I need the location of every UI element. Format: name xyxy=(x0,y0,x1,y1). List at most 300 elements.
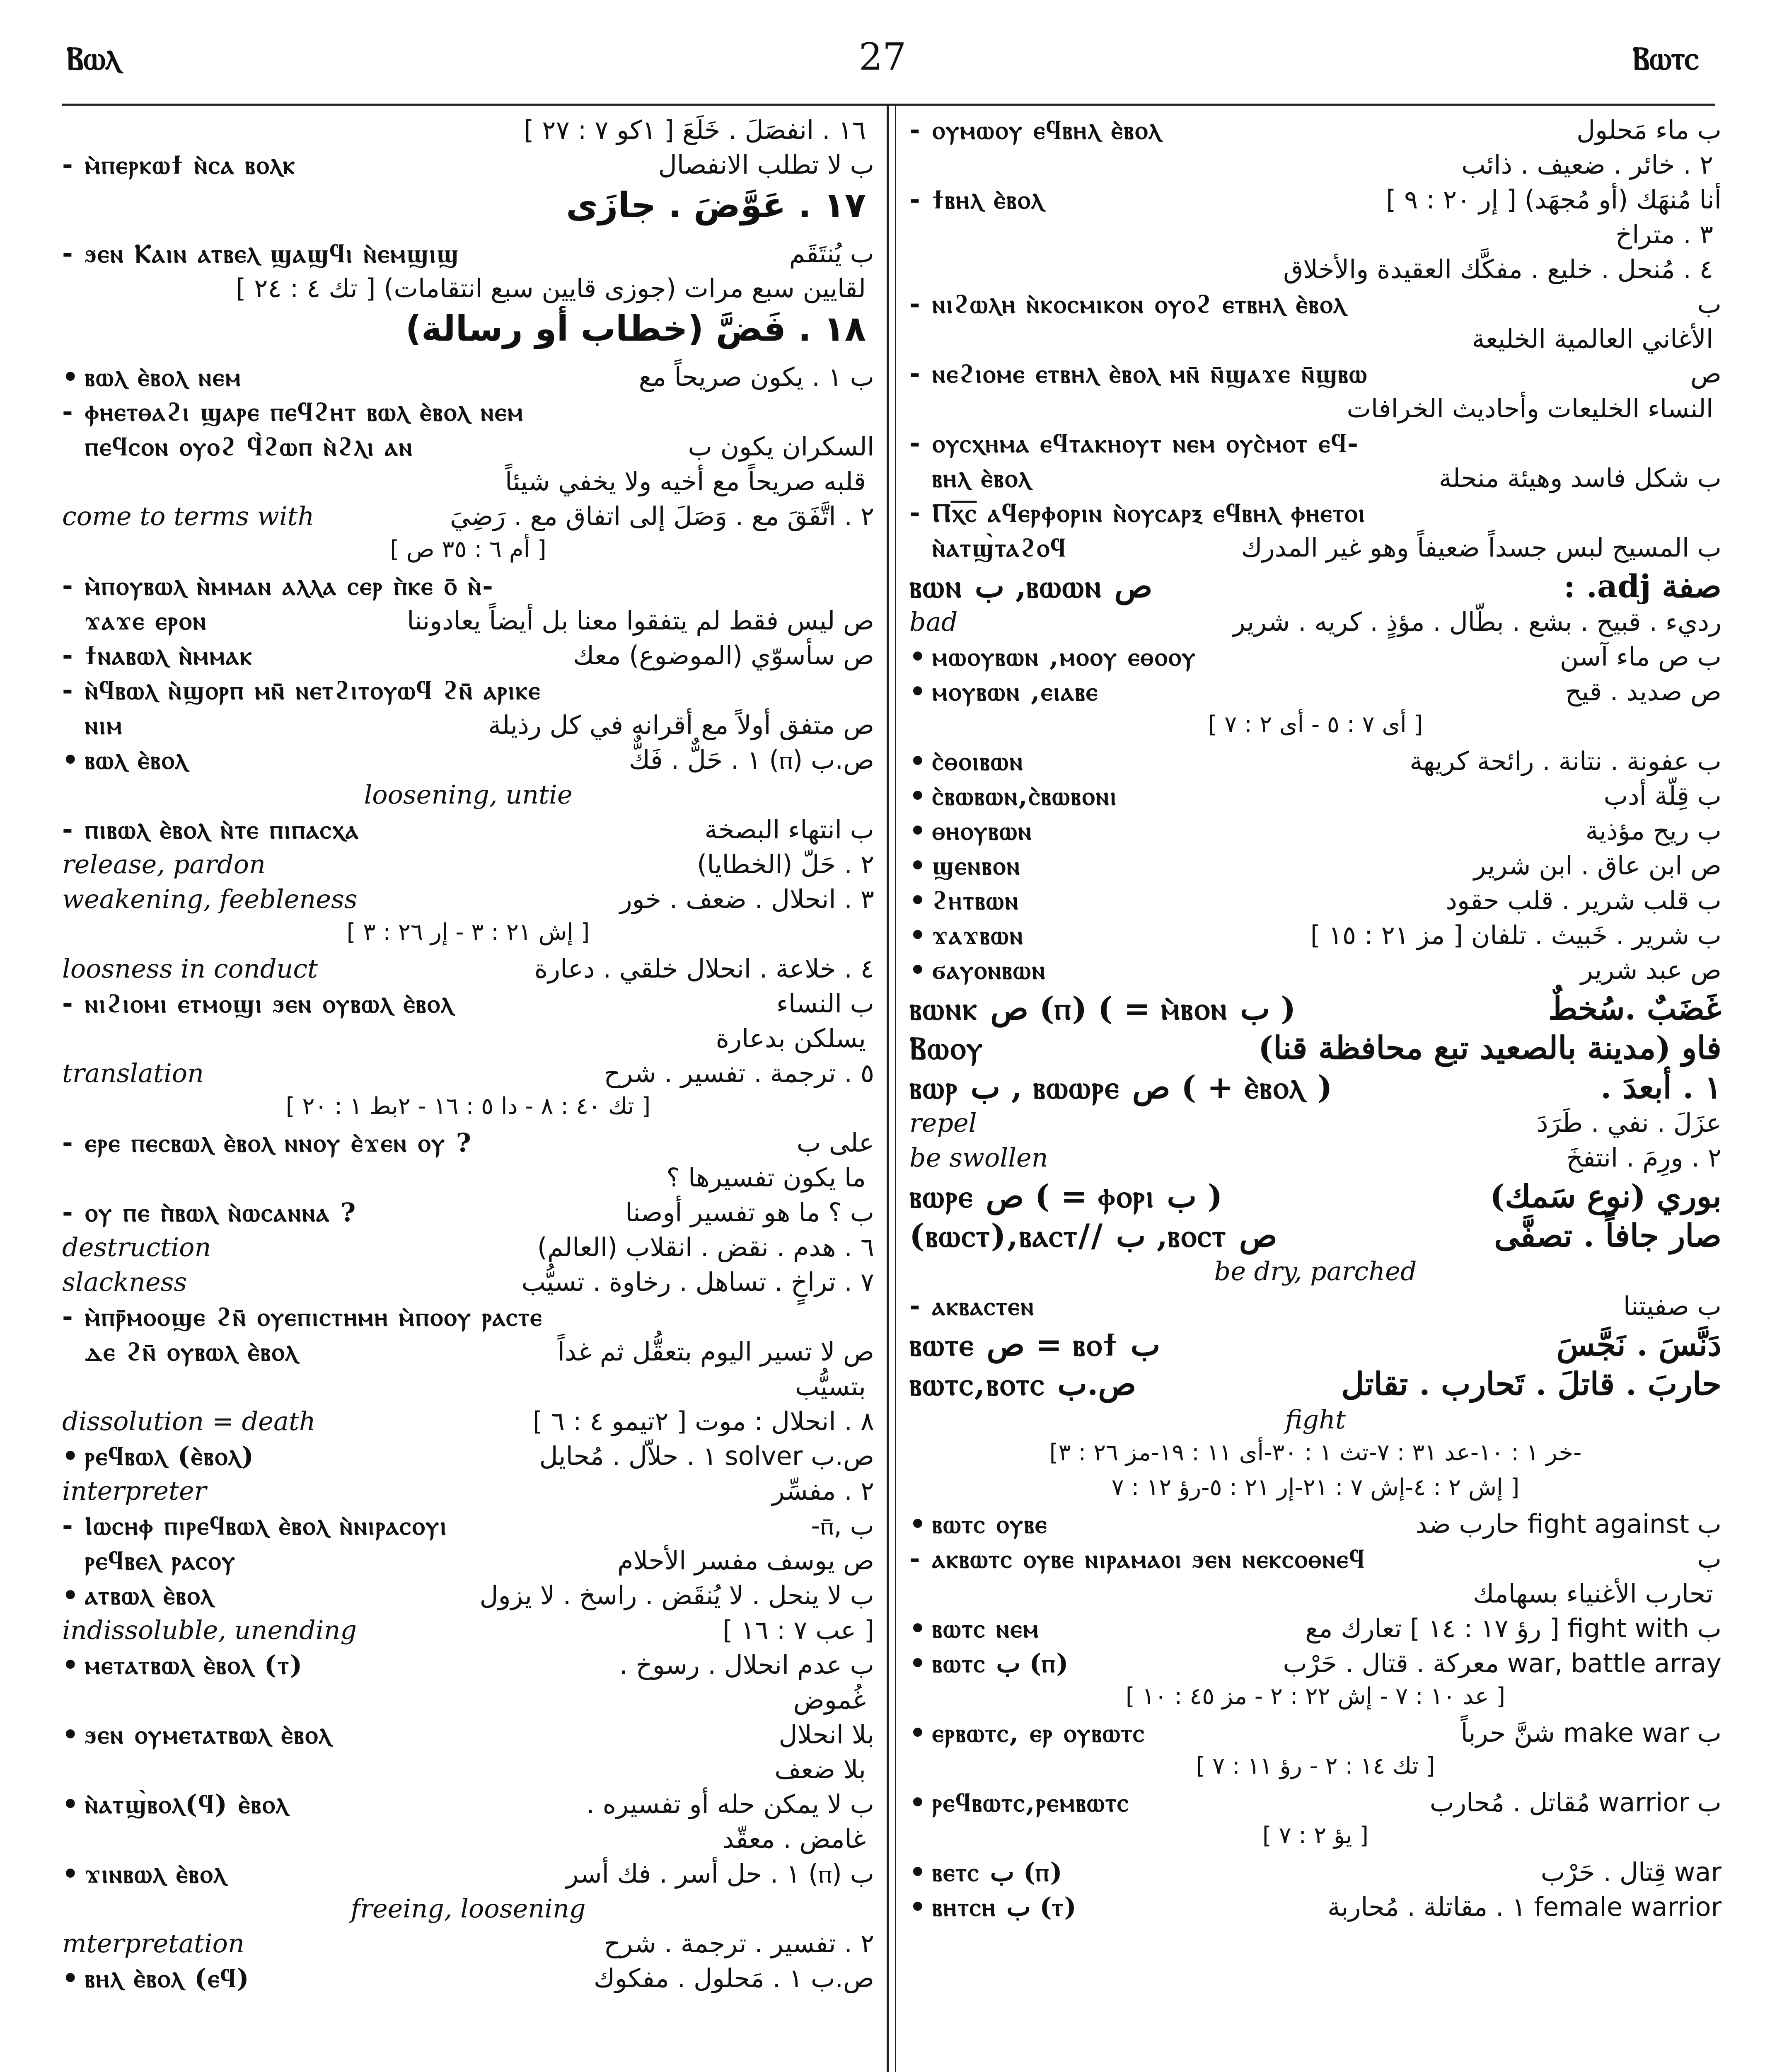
page-number: 27 xyxy=(858,35,907,79)
arabic-gloss: ٢ . مفسِّر xyxy=(772,1476,874,1506)
arabic-gloss: على ب xyxy=(796,1128,874,1158)
headword-entry xyxy=(909,1028,1721,1067)
entry-bullet: • xyxy=(909,920,926,950)
coptic-phrase xyxy=(909,1508,1048,1540)
entry-bullet: • xyxy=(909,816,926,846)
dictionary-entry xyxy=(909,1543,1721,1578)
dictionary-entry xyxy=(62,813,874,848)
coptic-text: ⲑⲏⲟⲩⲃⲱⲛ xyxy=(932,816,1032,846)
arabic-gloss: ب xyxy=(1697,289,1721,319)
coptic-text: Ⲡⲭ̅ⲥ̅ ⲁϥⲉⲣⲫⲟⲣⲓⲛ ⲛ̀ⲟⲩⲥⲁⲣⲝ ⲉϥⲃⲏⲗ ⲫⲏⲉⲧⲟⲓ xyxy=(932,498,1366,528)
english-gloss: be dry, parched xyxy=(1214,1256,1417,1286)
arabic-line: الأغاني العالمية الخليعة xyxy=(1472,324,1713,354)
arabic-gloss: عزَلَ . نفي . طَرَدَ xyxy=(1537,1108,1721,1138)
arabic-gloss: ب fight with [ رؤ ١٧ : ١٤ ] تعارك مع xyxy=(1305,1613,1721,1644)
coptic-phrase xyxy=(909,780,1117,812)
english-gloss: loosness in conduct xyxy=(62,954,318,984)
coptic-phrase xyxy=(909,641,1197,673)
arabic-gloss: ص xyxy=(1690,358,1721,389)
coptic-text: ϧⲉⲛ ⲟⲩⲙⲉⲧⲁⲧⲃⲱⲗ ⲉ̀ⲃⲟⲗ xyxy=(85,1719,332,1750)
arabic-gloss: ب عفونة . نتانة . رائحة كريهة xyxy=(1410,746,1721,776)
scripture-reference: [ إش ٢١ : ٣ - إر ٢٦ : ٣ ] xyxy=(346,919,590,946)
dictionary-entry xyxy=(909,919,1721,954)
arabic-line: قلبه صريحاً مع أخيه ولا يخفي شيئاً xyxy=(505,466,866,496)
coptic-text: Ⲓⲱⲥⲏⲫ ⲡⲓⲣⲉϥⲃⲱⲗ ⲉ̀ⲃⲟⲗ ⲛ̀ⲛⲓⲣⲁⲥⲟⲩⲓ xyxy=(85,1510,447,1541)
sense-heading: ١٨ . فَضَّ (خطاب أو رسالة) xyxy=(405,308,866,349)
arabic-line: ٢ . خائر . ضعيف . ذائب xyxy=(1461,150,1713,180)
headword-entry xyxy=(909,1067,1721,1107)
entry-bullet: - xyxy=(909,1544,920,1574)
dictionary-entry xyxy=(909,184,1721,218)
arabic-gloss: ٦ . هدم . نقض . انقلاب (العالم) xyxy=(537,1232,874,1262)
scripture-reference: [ أم ٦ : ٣٥ ص ] xyxy=(390,536,546,563)
dictionary-entry xyxy=(62,639,874,674)
arabic-gloss: ٤ . خلاعة . انحلال خلقي . دعارة xyxy=(534,954,874,984)
arabic-gloss: ص.ب solver ١ . حلاّل . مُحايل xyxy=(539,1441,874,1471)
entry-bullet: - xyxy=(62,150,73,180)
coptic-phrase xyxy=(62,570,494,602)
header-rule xyxy=(62,104,1715,106)
entry-bullet: - xyxy=(62,1197,73,1227)
arabic-gloss: ب ؟ ما هو تفسير أوصنا xyxy=(625,1197,874,1227)
coptic-text: ϧⲉⲛ Ⲕⲁⲓⲛ ⲁⲧⲃⲉⲗ ϣⲁϣϥⲓ ⲛ̀ⲉⲙϣⲓϣ xyxy=(85,238,459,269)
column-divider-inner xyxy=(895,104,896,2072)
coptic-phrase xyxy=(62,988,454,1020)
coptic-phrase xyxy=(62,605,207,637)
headword-entry xyxy=(909,1216,1721,1255)
english-gloss: release, pardon xyxy=(62,849,266,879)
coptic-text: ⲟⲩⲙⲱⲟⲩ ⲉϥⲃⲏⲗ ⲉ̀ⲃⲟⲗ xyxy=(932,115,1162,145)
column-divider xyxy=(887,104,889,2072)
coptic-phrase xyxy=(909,288,1347,320)
dictionary-entry xyxy=(909,497,1721,532)
arabic-gloss: فاو (مدينة بالصعيد تبع محافظة قنا) xyxy=(1258,1029,1721,1066)
arabic-gloss: السكران يكون ب xyxy=(688,431,874,462)
arabic-gloss: ٣ . انحلال . ضعف . خور xyxy=(619,884,874,914)
dictionary-entry xyxy=(62,237,874,272)
coptic-text: ⲙ̀ⲡⲟⲩⲃⲱⲗ ⲛ̀ⲙⲙⲁⲛ ⲁⲗⲗⲁ ⲥⲉⲣ ⲡ̀ⲕⲉ ⲟ̄ ⲛ̀- xyxy=(85,571,494,601)
coptic-text: ϫⲓⲛⲃⲱⲗ ⲉ̀ⲃⲟⲗ xyxy=(85,1859,227,1889)
coptic-phrase xyxy=(909,184,1044,216)
coptic-text: ⲛⲓⲙ xyxy=(85,710,123,740)
arabic-gloss: ب ,ⲡ̄- xyxy=(811,1510,874,1541)
arabic-gloss: أنا مُنهَك (أو مُجهَد) [ إر ٢٠ : ٩ ] xyxy=(1386,184,1721,215)
english-gloss: mterpretation xyxy=(62,1928,244,1958)
coptic-text: ⲛ̀ⲁⲧϣ̀ⲃⲟⲗ(ϥ) ⲉ̀ⲃⲟⲗ xyxy=(85,1789,289,1819)
english-gloss: indissoluble, unending xyxy=(62,1615,357,1645)
coptic-phrase xyxy=(62,1301,543,1333)
dictionary-entry xyxy=(62,1962,874,1997)
dictionary-entry xyxy=(62,431,874,465)
dictionary-entry xyxy=(909,1290,1721,1325)
coptic-text: ϯⲃⲏⲗ ⲉ̀ⲃⲟⲗ xyxy=(932,184,1044,215)
arabic-gloss: ب انتهاء البصخة xyxy=(704,814,874,845)
coptic-phrase xyxy=(62,1962,250,1995)
arabic-gloss: ب ماء مَحلول xyxy=(1576,115,1721,145)
coptic-phrase xyxy=(62,1196,357,1229)
arabic-line: ٤ . مُنحل . خليع . مفكَّك العقيدة والأخلاق xyxy=(1283,254,1713,284)
coptic-text: ⲛⲓϩⲓⲟⲙⲓ ⲉⲧⲙⲟϣⲓ ϧⲉⲛ ⲟⲩⲃⲱⲗ ⲉ̀ⲃⲟⲗ xyxy=(85,988,454,1019)
coptic-phrase xyxy=(62,1510,447,1542)
arabic-line: غامض . معقّد xyxy=(722,1824,866,1854)
coptic-phrase xyxy=(909,850,1021,882)
headword-entry xyxy=(909,1325,1721,1364)
running-head-right: Ⲃⲱⲧⲥ xyxy=(1632,39,1699,77)
entry-bullet: • xyxy=(62,1580,79,1610)
entry-bullet: - xyxy=(909,358,920,389)
coptic-phrase xyxy=(909,1612,1040,1645)
dictionary-entry xyxy=(62,1649,874,1684)
dictionary-entry xyxy=(62,1788,874,1823)
coptic-text: ⲁⲧⲃⲱⲗ ⲉ̀ⲃⲟⲗ xyxy=(85,1580,214,1610)
entry-bullet: - xyxy=(62,1302,73,1332)
arabic-gloss: ص عبد شرير xyxy=(1580,955,1721,985)
entry-bullet: • xyxy=(909,1892,926,1922)
entry-bullet: • xyxy=(62,1719,79,1750)
coptic-text: ⲙⲟⲩⲃⲱⲛ ,ⲉⲓⲁⲃⲉ xyxy=(932,676,1099,707)
entry-bullet: • xyxy=(909,1857,926,1887)
arabic-gloss: صفة adj. : xyxy=(1563,568,1721,605)
arabic-line: بتسيُّب xyxy=(795,1371,866,1402)
arabic-gloss: ب لا ينحل . لا يُنقَض . راسخ . لا يزول xyxy=(479,1580,874,1610)
dictionary-entry xyxy=(62,709,874,744)
dictionary-entry xyxy=(909,641,1721,675)
coptic-headword: ⲃⲱⲛ ب ,ⲃⲱⲱⲛ ص xyxy=(909,568,1153,605)
arabic-gloss: war, battle array معركة . قتال . حَرْب xyxy=(1283,1648,1721,1678)
arabic-line: يسلكن بدعارة xyxy=(716,1023,866,1053)
entry-bullet: - xyxy=(62,571,73,601)
coptic-phrase xyxy=(62,1719,332,1751)
entry-bullet: - xyxy=(909,498,920,528)
dictionary-entry xyxy=(909,1647,1721,1682)
coptic-phrase xyxy=(62,1788,289,1820)
dictionary-entry xyxy=(909,358,1721,392)
coptic-phrase xyxy=(909,1543,1366,1575)
entry-bullet: - xyxy=(909,289,920,319)
english-gloss: loosening, untie xyxy=(364,779,573,810)
arabic-gloss: ب المسيح لبس جسداً ضعيفاً وهو غير المدرك xyxy=(1241,533,1721,563)
english-gloss: dissolution = death xyxy=(62,1406,316,1436)
coptic-text: ⲇⲉ ϩⲛ̄ ⲟⲩⲃⲱⲗ ⲉ̀ⲃⲟⲗ xyxy=(85,1336,298,1367)
coptic-text: ⲛ̀ⲁⲧϣ̀ⲧⲁϩⲟϥ xyxy=(932,533,1067,563)
coptic-headword: ⲃⲱⲣⲉ ص ( = ⲫⲟⲣⲓ ب ) xyxy=(909,1178,1223,1215)
arabic-gloss: ب قِلّة أدب xyxy=(1603,781,1721,811)
arabic-line: تحارب الأغنياء بسهامك xyxy=(1473,1578,1713,1609)
arabic-gloss: صار جافاً . تصفَّى xyxy=(1494,1217,1721,1254)
coptic-phrase xyxy=(909,1786,1130,1819)
coptic-text: ⲡⲉϥⲥⲟⲛ ⲟⲩⲟϩ ϥ̀ϩⲱⲡ ⲛ̀ϩⲗⲓ ⲁⲛ xyxy=(85,431,413,462)
entry-bullet: • xyxy=(909,1648,926,1678)
coptic-phrase xyxy=(909,919,1024,951)
english-gloss: fight xyxy=(1285,1404,1346,1435)
coptic-text: ⲁⲕⲃⲁⲥⲧⲉⲛ xyxy=(932,1291,1035,1321)
entry-bullet: - xyxy=(62,238,73,269)
entry-bullet: • xyxy=(909,1509,926,1539)
arabic-gloss: ص لا تسير اليوم بتعقُّل ثم غداً xyxy=(557,1336,874,1367)
coptic-phrase xyxy=(62,1440,255,1472)
english-gloss: weakening, feebleness xyxy=(62,884,358,914)
coptic-text: ⲙⲉⲧⲁⲧⲃⲱⲗ ⲉ̀ⲃⲟⲗ (ⲧ) xyxy=(85,1650,304,1680)
coptic-phrase xyxy=(62,674,541,707)
arabic-gloss: ص.ب ١ . مَحلول . مفكوك xyxy=(593,1963,874,1993)
dictionary-entry xyxy=(62,605,874,639)
running-head-left: Ⲃⲱⲗ xyxy=(66,39,121,77)
gloss-line xyxy=(62,1927,874,1962)
dictionary-entry xyxy=(62,1336,874,1370)
arabic-gloss: ب make war شنَّ حرباً xyxy=(1460,1718,1721,1748)
arabic-line: لقايين سبع مرات (جوزى قايين سبع انتقامات) [ تك ٤ : ٢٤ ] xyxy=(236,273,866,303)
arabic-gloss: غَضَبٌ .سُخطٌ xyxy=(1548,990,1721,1027)
coptic-phrase xyxy=(62,1858,227,1890)
entry-bullet: • xyxy=(909,955,926,985)
entry-bullet: • xyxy=(62,1963,79,1993)
dictionary-entry xyxy=(62,1127,874,1162)
coptic-phrase xyxy=(909,114,1162,146)
headword-entry xyxy=(909,1176,1721,1216)
entry-bullet: - xyxy=(909,1291,920,1321)
coptic-text: ⲟⲩ ⲡⲉ ⲡ̀ⲃⲱⲗ ⲛ̀ⲱⲥⲁⲛⲛⲁ ? xyxy=(85,1197,357,1227)
english-gloss: be swollen xyxy=(909,1143,1048,1173)
arabic-gloss: [ عب ٧ : ١٦ ] xyxy=(723,1615,874,1645)
arabic-gloss: بلا انحلال xyxy=(779,1719,874,1750)
dictionary-entry xyxy=(62,1196,874,1231)
arabic-line: بلا ضعف xyxy=(774,1754,866,1784)
entry-bullet: - xyxy=(62,640,73,670)
dictionary-entry xyxy=(62,396,874,431)
headword-entry xyxy=(909,1364,1721,1404)
coptic-phrase xyxy=(62,1579,214,1612)
entry-bullet: • xyxy=(62,1859,79,1889)
coptic-headword: ⲃⲱⲧⲉ ص = ⲃⲟϯ ب xyxy=(909,1326,1161,1363)
arabic-gloss: ص متفق أولاً مع أقرانه في كل رذيلة xyxy=(488,710,874,740)
entry-bullet: • xyxy=(62,362,79,392)
arabic-gloss: ب شرير . خَبيث . تلفان [ مز ٢١ : ١٥ ] xyxy=(1310,920,1721,950)
dictionary-entry xyxy=(62,1440,874,1475)
coptic-phrase xyxy=(62,1649,303,1681)
coptic-text: ⲥ̀ⲃⲱⲃⲱⲛ,ⲥ̀ⲃⲱⲃⲟⲛⲓ xyxy=(932,781,1117,811)
arabic-gloss: ب ص ماء آسن xyxy=(1559,641,1721,672)
scripture-reference: [ أى ٧ : ٥ - أى ٢ : ٧ ] xyxy=(1208,711,1423,738)
dictionary-entry xyxy=(62,1858,874,1893)
english-gloss: repel xyxy=(909,1108,977,1138)
english-gloss: come to terms with xyxy=(62,501,314,531)
gloss-line xyxy=(909,606,1721,641)
coptic-text: ⲛⲉϩⲓⲟⲙⲉ ⲉⲧⲃⲏⲗ ⲉ̀ⲃⲟⲗ ⲙⲛ̄ ⲛ̄ϣⲁϫⲉ ⲛ̄ϣⲃⲱ xyxy=(932,358,1368,389)
coptic-phrase xyxy=(909,427,1359,460)
entry-bullet: • xyxy=(909,641,926,672)
dictionary-entry xyxy=(62,1544,874,1579)
coptic-phrase xyxy=(909,745,1024,777)
coptic-text: ⲡⲓⲃⲱⲗ ⲉ̀ⲃⲟⲗ ⲛ̀ⲧⲉ ⲡⲓⲡⲁⲥⲭⲁ xyxy=(85,814,360,845)
coptic-text: ϫⲁϫⲃⲱⲛ xyxy=(932,920,1024,950)
arabic-gloss: ب النساء xyxy=(776,988,874,1019)
right-column xyxy=(909,114,1721,1926)
gloss-line xyxy=(62,848,874,883)
coptic-headword: (ⲃⲱⲥⲧ),ⲃⲁⲥⲧ// ب ,ⲃⲟⲥⲧ ص xyxy=(909,1217,1277,1254)
english-gloss: slackness xyxy=(62,1267,187,1297)
entry-bullet: - xyxy=(62,988,73,1019)
dictionary-entry xyxy=(909,1856,1721,1891)
dictionary-entry xyxy=(909,884,1721,919)
left-column xyxy=(62,114,874,1997)
coptic-text: ⲃⲏⲧⲥⲏ ب (ⲧ) xyxy=(932,1892,1076,1922)
arabic-gloss: ٧ . تراخٍ . تساهل . رخاوة . تسيُّب xyxy=(521,1267,874,1297)
dictionary-entry xyxy=(62,361,874,396)
coptic-text: ⲛ̀ϥⲃⲱⲗ ⲛ̀ϣⲟⲣⲡ ⲙⲛ̄ ⲛⲉⲧϩⲓⲧⲟⲩⲱϥ ϩⲛ̄ ⲁⲣⲓⲕⲉ xyxy=(85,675,542,705)
coptic-phrase xyxy=(909,815,1032,847)
entry-bullet: - xyxy=(909,428,920,458)
coptic-phrase xyxy=(62,396,524,428)
coptic-text: ϯⲛⲁⲃⲱⲗ ⲛ̀ⲙⲙⲁⲕ xyxy=(85,640,253,670)
coptic-phrase xyxy=(909,1856,1062,1888)
coptic-text: ϩⲏⲧⲃⲱⲛ xyxy=(932,885,1020,915)
coptic-phrase xyxy=(62,431,413,463)
dictionary-entry xyxy=(909,780,1721,815)
dictionary-entry xyxy=(909,288,1721,323)
entry-bullet: • xyxy=(909,1613,926,1644)
dictionary-entry xyxy=(62,744,874,779)
dictionary-entry xyxy=(909,427,1721,462)
dictionary-entry xyxy=(62,1510,874,1544)
coptic-text: ⲃⲱⲧⲥ ⲟⲩⲃⲉ xyxy=(932,1509,1048,1539)
coptic-text: ⲙ̀ⲡⲉⲣⲕⲱϯ ⲛ̀ⲥⲁ ⲃⲟⲗⲕ xyxy=(85,150,296,180)
arabic-gloss: ص ابن عاق . ابن شرير xyxy=(1473,850,1721,881)
entry-bullet: - xyxy=(62,397,73,427)
arabic-gloss: ب شكل فاسد وهيئة منحلة xyxy=(1439,463,1721,493)
coptic-text: ⲉⲣⲃⲱⲧⲥ, ⲉⲣ ⲟⲩⲃⲱⲧⲥ xyxy=(932,1718,1146,1748)
arabic-gloss: حاربَ . قاتلَ . تَحارب . تقاتل xyxy=(1341,1365,1721,1402)
coptic-text: ⲟⲩⲥⲭⲏⲙⲁ ⲉϥⲧⲁⲕⲏⲟⲩⲧ ⲛⲉⲙ ⲟⲩⲥ̀ⲙⲟⲧ ⲉϥ- xyxy=(932,428,1359,458)
dictionary-entry xyxy=(909,532,1721,566)
entry-bullet: • xyxy=(62,745,79,775)
gloss-line xyxy=(62,1057,874,1092)
arabic-gloss: ٢ . اتَّفَقَ مع . وَصَلَ إلى اتفاق مع . رَضِيَ xyxy=(450,501,874,531)
arabic-gloss: ب لا يمكن حله أو تفسيره . xyxy=(586,1789,874,1819)
scripture-reference: [ يؤ ٢ : ٧ ] xyxy=(1262,1822,1369,1849)
arabic-gloss: ب صفيتنا xyxy=(1623,1291,1721,1321)
entry-bullet: - xyxy=(62,814,73,845)
dictionary-entry xyxy=(909,1717,1721,1752)
arabic-gloss: ب عدم انحلال . رسوخ . xyxy=(619,1650,874,1680)
sense-heading: ١٧ . عَوَّضَ . جازَى xyxy=(566,185,866,225)
arabic-gloss: ب xyxy=(1697,1544,1721,1574)
entry-bullet: - xyxy=(909,115,920,145)
coptic-phrase xyxy=(62,1544,236,1577)
arabic-gloss: ٥ . ترجمة . تفسير . شرح xyxy=(604,1058,874,1088)
coptic-text: ⲃⲉⲧⲥ ب (ⲡ) xyxy=(932,1857,1062,1887)
dictionary-entry xyxy=(62,1301,874,1336)
coptic-headword: ⲃⲱⲧⲥ,ⲃⲟⲧⲥ ص.ب xyxy=(909,1365,1136,1402)
coptic-text: ⲫⲏⲉⲧⲑⲁϩⲓ ϣⲁⲣⲉ ⲡⲉϥϩⲏⲧ ⲃⲱⲗ ⲉ̀ⲃⲟⲗ ⲛⲉⲙ xyxy=(85,397,524,427)
arabic-gloss: ٨ . انحلال : موت [ ٢تيمو ٤ : ٦ ] xyxy=(532,1406,874,1436)
arabic-line: النساء الخليعات وأحاديث الخرافات xyxy=(1347,393,1713,424)
entry-bullet: • xyxy=(909,781,926,811)
coptic-phrase xyxy=(62,1336,298,1368)
coptic-text: ⲛⲓϩⲱⲗⲏ ⲛ̀ⲕⲟⲥⲙⲓⲕⲟⲛ ⲟⲩⲟϩ ⲉⲧⲃⲏⲗ ⲉ̀ⲃⲟⲗ xyxy=(932,289,1347,319)
coptic-text: ⲃⲏⲗ ⲉ̀ⲃⲟⲗ xyxy=(932,463,1032,493)
coptic-phrase xyxy=(62,744,188,776)
gloss-line xyxy=(909,1107,1721,1142)
coptic-text: ⲣⲉϥⲃⲱⲧⲥ,ⲣⲉⲙⲃⲱⲧⲥ xyxy=(932,1787,1130,1818)
entry-bullet: • xyxy=(909,746,926,776)
scripture-reference: [خر ١ : ١٠-عد ٣١ : ٧-تث ١ : ٣٠-أى ١١ : ١٩-مز ٢٦ : ٣- xyxy=(1049,1439,1582,1466)
arabic-gloss: ب لا تطلب الانفصال xyxy=(658,150,874,180)
arabic-line: ٣ . متراخ xyxy=(1615,219,1713,249)
entry-bullet: • xyxy=(62,1789,79,1819)
dictionary-entry xyxy=(62,988,874,1022)
entry-bullet: • xyxy=(909,676,926,707)
coptic-text: ⲃⲱⲧⲥ ب (ⲡ) xyxy=(932,1648,1069,1678)
coptic-text: ϫⲁϫⲉ ⲉⲣⲟⲛ xyxy=(85,605,207,636)
coptic-phrase xyxy=(62,361,242,393)
dictionary-entry xyxy=(909,1786,1721,1821)
arabic-gloss: ٢ . ورِمَ . انتفخَ xyxy=(1566,1143,1721,1173)
coptic-text: ⲙ̀ⲡⲣ̄ⲙⲟⲟϣⲉ ϩⲛ̄ ⲟⲩⲉⲡⲓⲥⲧⲏⲙⲏ ⲙ̀ⲡⲟⲟⲩ ⲣⲁⲥⲧⲉ xyxy=(85,1302,543,1332)
gloss-line xyxy=(62,1231,874,1266)
coptic-text: ⲥ̀ⲑⲟⲓⲃⲱⲛ xyxy=(932,746,1024,776)
coptic-text: ϭⲁⲩⲟⲛⲃⲱⲛ xyxy=(932,955,1047,985)
dictionary-entry xyxy=(62,1579,874,1614)
coptic-phrase xyxy=(909,675,1099,708)
arabic-line: غُموض xyxy=(793,1685,866,1715)
dictionary-entry xyxy=(909,850,1721,884)
coptic-text: ⲃⲏⲗ ⲉ̀ⲃⲟⲗ (ⲉϥ) xyxy=(85,1963,250,1993)
arabic-gloss: ص يوسف مفسر الأحلام xyxy=(617,1545,874,1576)
dictionary-entry xyxy=(909,815,1721,850)
english-gloss: interpreter xyxy=(62,1476,207,1506)
arabic-gloss: ب warrior مُقاتل . مُحارب xyxy=(1429,1787,1721,1818)
coptic-text: ⲉⲣⲉ ⲡⲉⲥⲃⲱⲗ ⲉ̀ⲃⲟⲗ ⲛⲛⲟⲩ ⲉ̀ϫⲉⲛ ⲟⲩ ? xyxy=(85,1128,472,1158)
dictionary-entry xyxy=(909,114,1721,149)
entry-bullet: - xyxy=(62,675,73,705)
entry-bullet: • xyxy=(62,1441,79,1471)
entry-bullet: - xyxy=(62,1128,73,1158)
arabic-gloss: رديء . قبيح . بشع . بطّال . مؤذٍ . كريه . شرير xyxy=(1233,607,1721,637)
coptic-headword: Ⲃⲱⲟⲩ xyxy=(909,1029,984,1066)
arabic-gloss: ص صديد . قيح xyxy=(1565,676,1721,707)
arabic-gloss: ٢ . تفسير . ترجمة . شرح xyxy=(604,1928,874,1958)
arabic-gloss: ص ليس فقط لم يتفقوا معنا بل أيضاً يعادوننا xyxy=(407,605,874,636)
coptic-headword: ⲃⲱⲣ ب , ⲃⲱⲱⲣⲉ ص ( + ⲉ̀ⲃⲟⲗ ) xyxy=(909,1069,1332,1106)
coptic-text: ⲣⲉϥⲃⲱⲗ (ⲉ̀ⲃⲟⲗ) xyxy=(85,1441,255,1471)
coptic-phrase xyxy=(909,884,1019,917)
coptic-text: ⲃⲱⲗ ⲉ̀ⲃⲟⲗ xyxy=(85,745,189,775)
scripture-reference: [ عد ١٠ : ٧ - إش ٢٢ : ٢ - مز ٤٥ : ١٠ ] xyxy=(1125,1683,1506,1710)
arabic-gloss: female warrior ١ . مقاتلة . مُحاربة xyxy=(1327,1892,1721,1922)
dictionary-entry xyxy=(62,1719,874,1753)
arabic-gloss: ب (ⲡ) ١ . حل أسر . فك أسر xyxy=(566,1859,874,1889)
coptic-phrase xyxy=(62,149,296,181)
coptic-phrase xyxy=(62,237,459,270)
entry-bullet: • xyxy=(909,850,926,881)
gloss-line xyxy=(62,1614,874,1649)
scripture-reference: إش ٢ : ٤-إش ٧ : ٢١-إر ٢١ : ٥-رؤ ١٢ : ٧ ] xyxy=(1111,1474,1520,1501)
coptic-text: ⲃⲱⲧⲥ ⲛⲉⲙ xyxy=(932,1613,1040,1644)
gloss-line xyxy=(62,883,874,918)
dictionary-entry xyxy=(909,675,1721,710)
entry-bullet: - xyxy=(909,184,920,215)
gloss-line xyxy=(62,953,874,988)
arabic-gloss: ٢ . حَلّ (الخطايا) xyxy=(697,849,874,879)
coptic-phrase xyxy=(909,1647,1069,1680)
coptic-phrase xyxy=(909,358,1368,390)
dictionary-entry xyxy=(62,674,874,709)
coptic-phrase xyxy=(909,532,1067,564)
dictionary-entry xyxy=(62,149,874,184)
headword-entry xyxy=(909,989,1721,1028)
coptic-text: ⲣⲉϥⲃⲉⲗ ⲣⲁⲥⲟⲩ xyxy=(85,1545,236,1576)
entry-bullet: • xyxy=(909,1787,926,1818)
